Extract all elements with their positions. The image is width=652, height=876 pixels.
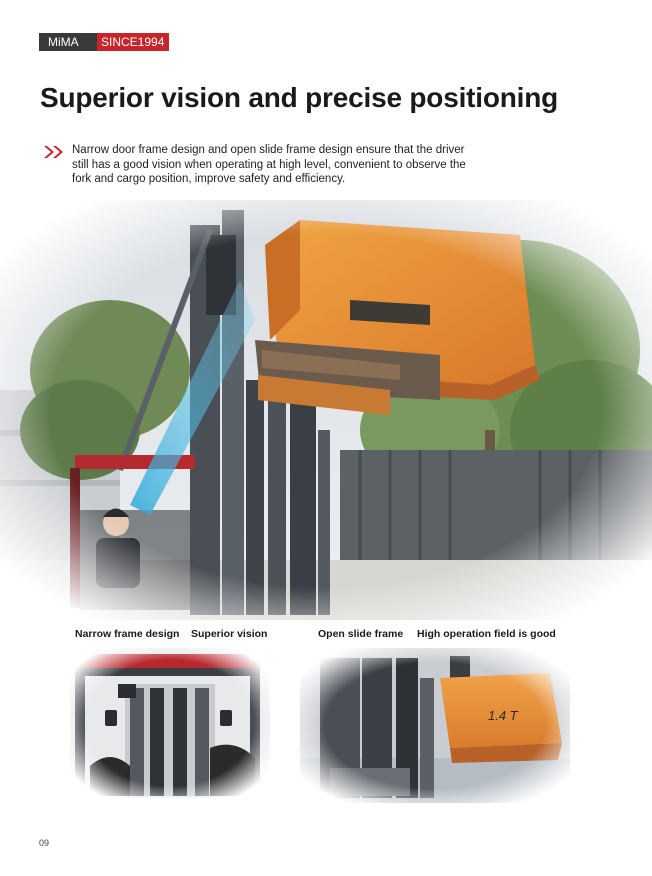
brand-since: SINCE1994 [97,33,169,51]
thumb-open-slide [300,648,570,808]
caption-narrow-frame: Narrow frame design [75,628,180,640]
page-title: Superior vision and precise positioning [40,82,559,113]
brand-name: MiMA [39,33,97,51]
thumb-cab-interior [70,648,270,803]
brand-badge [39,33,169,51]
page-number: 09 [39,838,50,848]
intro-text: Narrow door frame design and open slide frame design ensure that the driver still has a good vision when operating at high level, convenient to observe the fork and cargo position, improve safety and efficiency. [72,144,466,185]
hero-photo [0,200,652,620]
double-chevron-icon [43,146,65,158]
intro-block [43,143,473,187]
caption-superior-vision: Superior vision [191,628,268,640]
caption-open-slide: Open slide frame [318,628,404,640]
caption-high-operation: High operation field is good [417,628,556,640]
